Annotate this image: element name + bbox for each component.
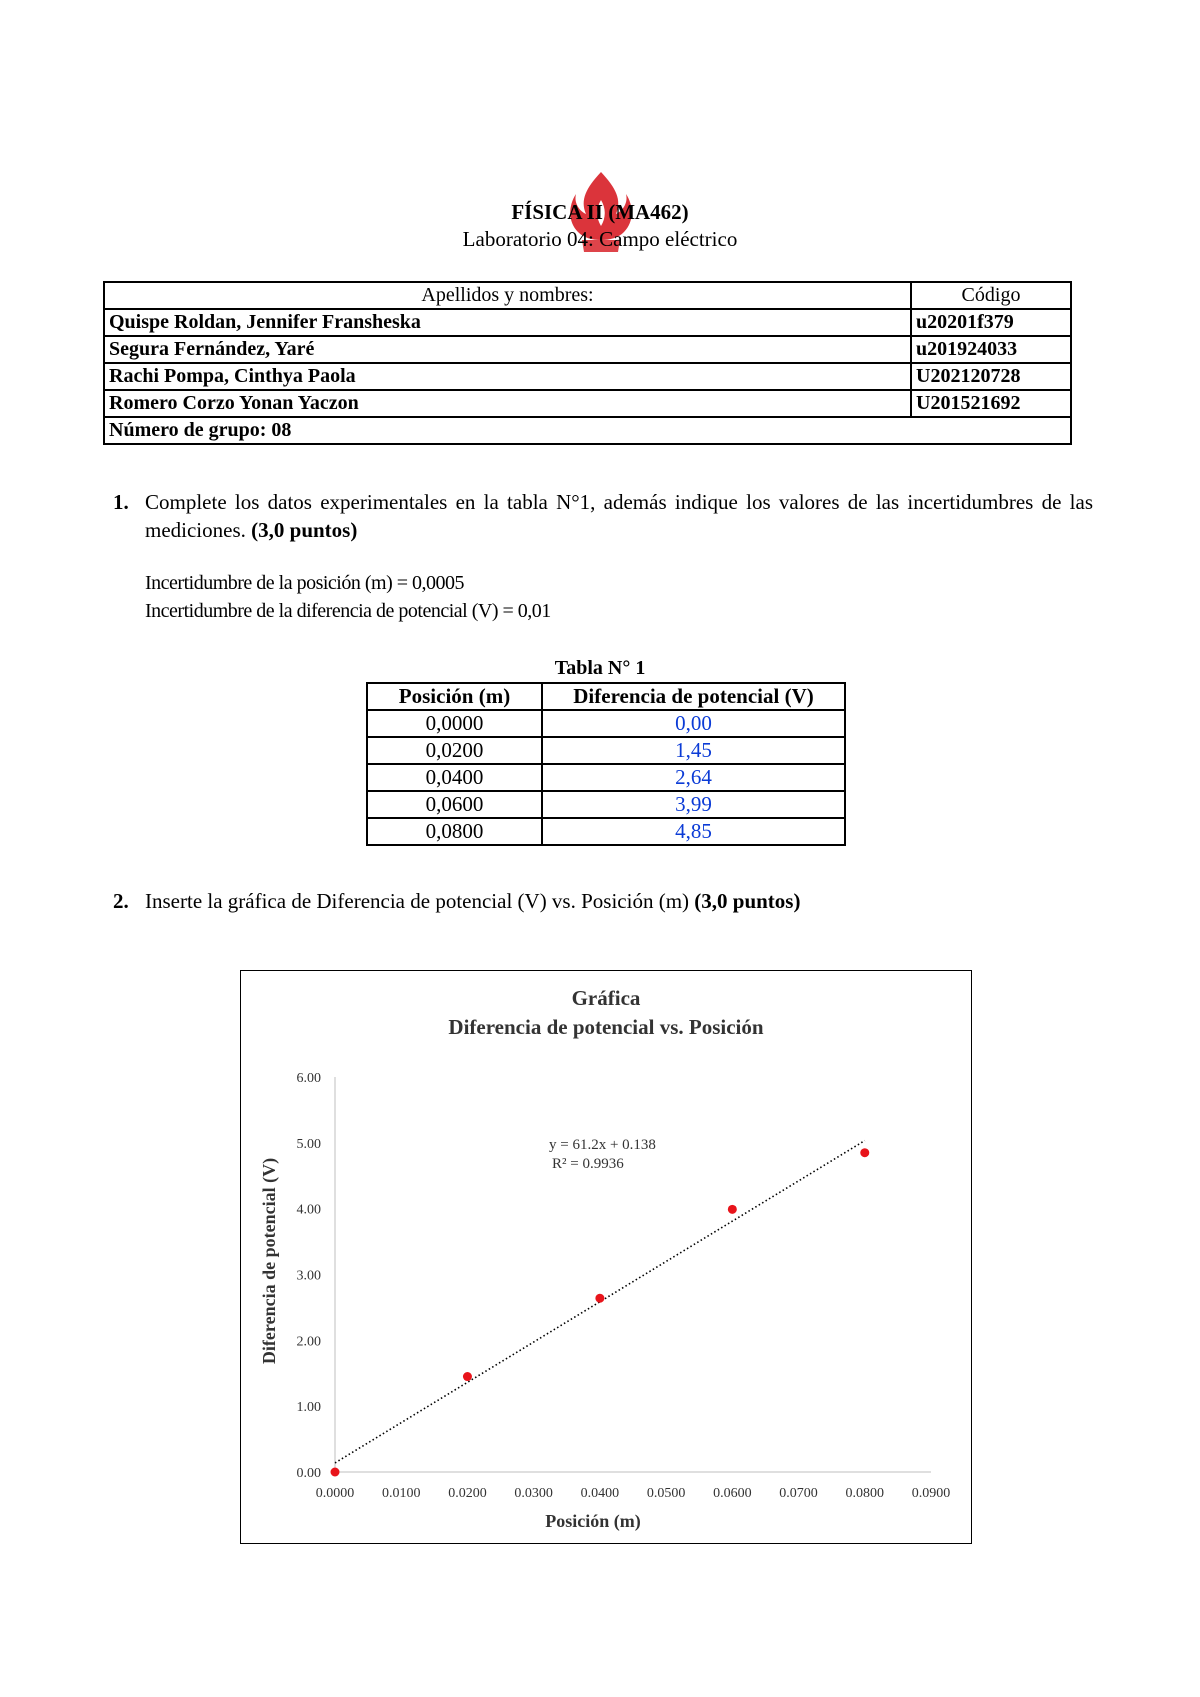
table-header-row [367, 683, 845, 710]
position-cell: 0,0800 [367, 818, 542, 845]
table-row [367, 764, 845, 791]
lab-title: Laboratorio 04: Campo eléctrico [462, 227, 738, 251]
y-tick-label: 2.00 [296, 1334, 321, 1350]
x-tick-label: 0.0300 [514, 1486, 553, 1501]
voltage-cell: 0,00 [542, 710, 845, 737]
x-tick-label: 0.0600 [713, 1486, 752, 1501]
position-cell: 0,0200 [367, 737, 542, 764]
table-row [104, 390, 1071, 417]
y-axis-label: Diferencia de potencial (V) [259, 1157, 279, 1365]
question-2 [113, 887, 1093, 915]
position-cell: 0,0000 [367, 710, 542, 737]
x-tick-label: 0.0900 [911, 1486, 951, 1501]
question-2-number: 2. [113, 889, 129, 913]
chart-title: Gráfica [571, 986, 641, 1010]
data-point [595, 1294, 604, 1303]
x-tick-label: 0.0000 [315, 1486, 355, 1501]
table-caption: Tabla N° 1 [554, 657, 646, 679]
chart-subtitle: Diferencia de potencial vs. Posición [448, 1015, 764, 1039]
table-row [367, 791, 845, 818]
y-tick-label: 5.00 [296, 1136, 321, 1152]
question-2-points: (3,0 puntos) [694, 889, 801, 913]
trendline-equation: y = 61.2x + 0.138 [549, 1137, 656, 1153]
table-row [367, 818, 845, 845]
y-tick-label: 1.00 [296, 1400, 321, 1416]
y-tick-label: 6.00 [296, 1071, 321, 1086]
data-table [366, 682, 846, 846]
question-1-text: Complete los datos experimentales en la tabla N°1, además indique los valores de las incertidumbres de las mediciones. [145, 490, 1093, 542]
members-table [103, 281, 1072, 445]
y-tick-label: 3.00 [296, 1268, 321, 1284]
x-tick-label: 0.0100 [381, 1486, 421, 1501]
member-name: Rachi Pompa, Cinthya Paola [104, 363, 911, 390]
question-1-text-block [145, 488, 1093, 544]
column-header-voltage: Diferencia de potencial (V) [542, 683, 845, 710]
member-code: u20201f379 [911, 309, 1071, 336]
data-point [463, 1372, 472, 1381]
column-header-name: Apellidos y nombres: [104, 282, 911, 309]
y-tick-label: 0.00 [296, 1466, 321, 1481]
x-axis-label: Posición (m) [545, 1511, 641, 1531]
x-tick-label: 0.0200 [448, 1486, 487, 1501]
voltage-cell: 3,99 [542, 791, 845, 818]
question-1-points: (3,0 puntos) [251, 518, 358, 542]
table-row [104, 309, 1071, 336]
member-name: Romero Corzo Yonan Yaczon [104, 390, 911, 417]
table-row [104, 417, 1071, 444]
table-header-row [104, 282, 1071, 309]
y-tick-label: 4.00 [296, 1202, 321, 1218]
uncertainty-voltage: Incertidumbre de la diferencia de potencial (V) = 0,01 [145, 600, 551, 622]
question-2-text: Inserte la gráfica de Diferencia de potencial (V) vs. Posición (m) [145, 889, 690, 913]
column-header-position: Posición (m) [367, 683, 542, 710]
data-point [860, 1148, 869, 1157]
x-tick-label: 0.0500 [646, 1486, 686, 1501]
x-tick-label: 0.0800 [845, 1486, 885, 1501]
table-row [104, 336, 1071, 363]
table-row [367, 737, 845, 764]
member-name: Quispe Roldan, Jennifer Fransheska [104, 309, 911, 336]
voltage-cell: 2,64 [542, 764, 845, 791]
scatter-chart [241, 971, 971, 1543]
position-cell: 0,0400 [367, 764, 542, 791]
group-number: Número de grupo: 08 [104, 417, 1071, 444]
position-cell: 0,0600 [367, 791, 542, 818]
x-tick-label: 0.0400 [580, 1486, 620, 1501]
voltage-cell: 4,85 [542, 818, 845, 845]
voltage-cell: 1,45 [542, 737, 845, 764]
question-1-number: 1. [113, 490, 129, 514]
member-code: U201521692 [911, 390, 1071, 417]
data-point [728, 1205, 737, 1214]
question-2-text-block [145, 887, 1093, 915]
table-row [104, 363, 1071, 390]
course-title: FÍSICA II (MA462) [511, 200, 689, 224]
member-code: u201924033 [911, 336, 1071, 363]
member-name: Segura Fernández, Yaré [104, 336, 911, 363]
table-row [367, 710, 845, 737]
uncertainty-position: Incertidumbre de la posición (m) = 0,0005 [145, 572, 465, 594]
question-1 [113, 488, 1093, 544]
x-tick-label: 0.0700 [779, 1486, 818, 1501]
chart-frame [240, 970, 972, 1544]
member-code: U202120728 [911, 363, 1071, 390]
column-header-code: Código [911, 282, 1071, 309]
trendline-r2: R² = 0.9936 [552, 1156, 624, 1172]
data-point [331, 1468, 340, 1477]
